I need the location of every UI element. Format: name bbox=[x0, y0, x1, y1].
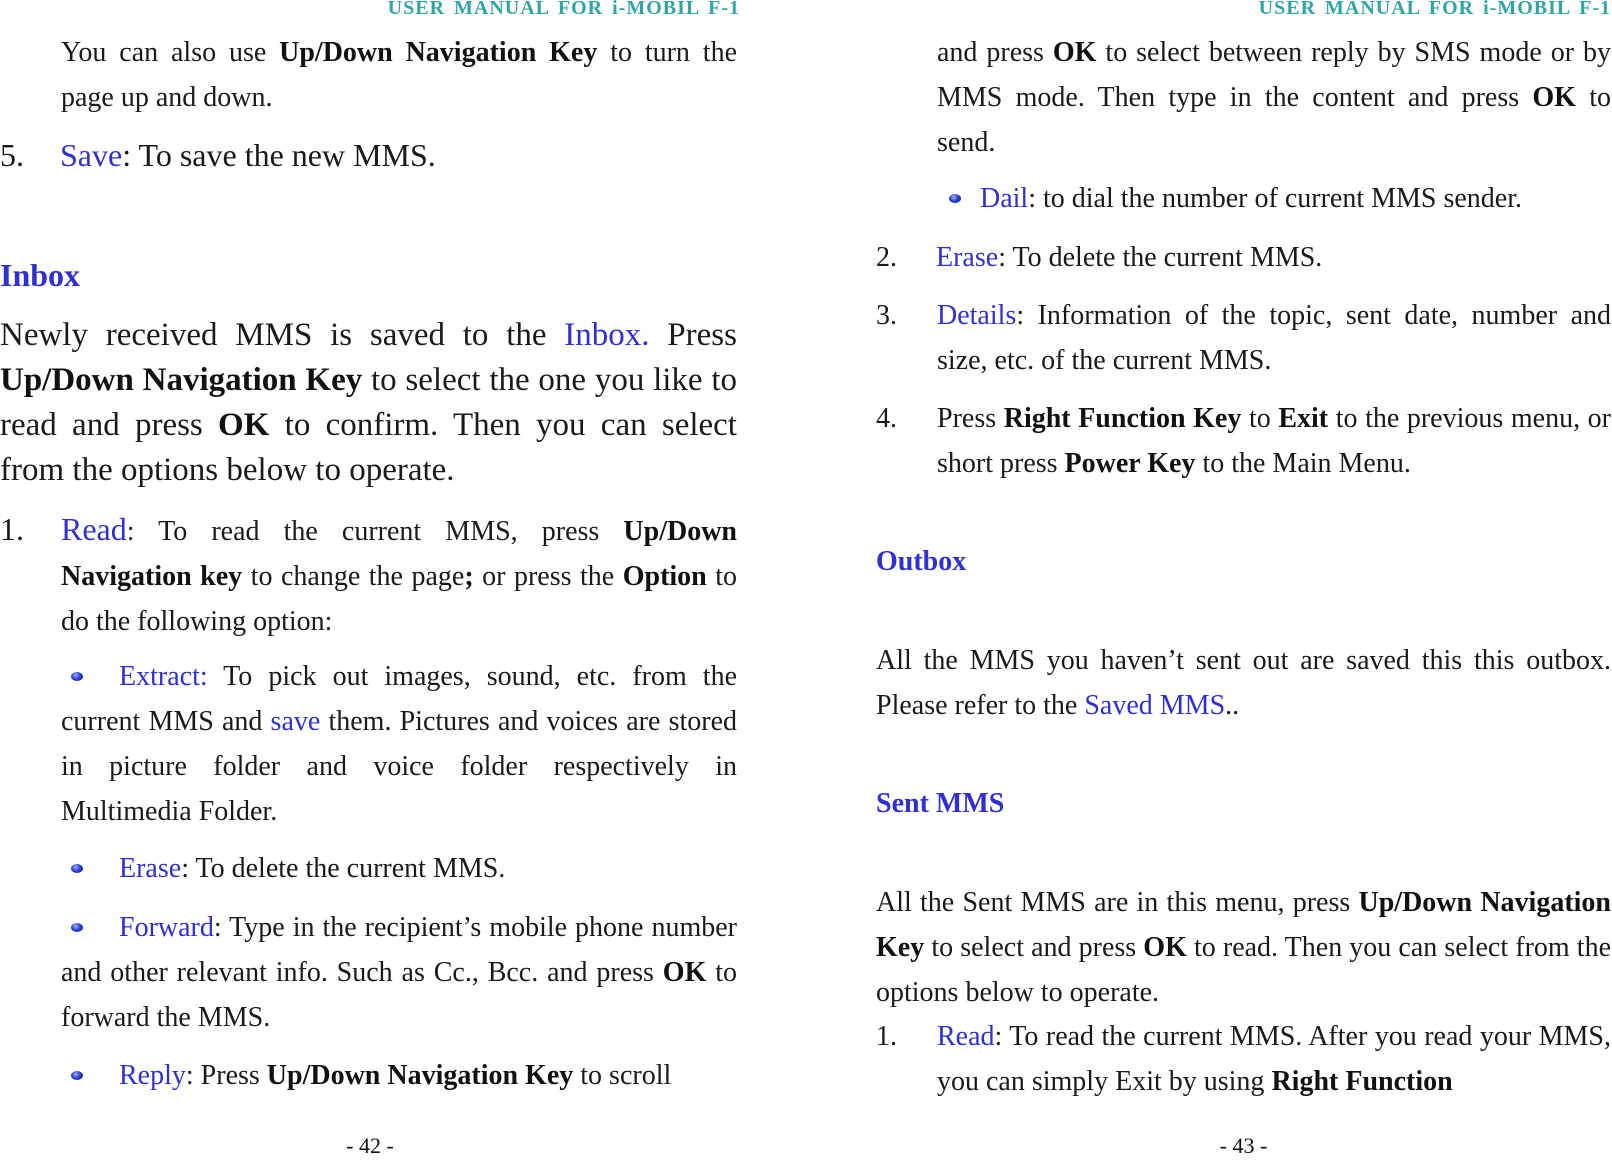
outbox-paragraph: All the MMS you haven’t sent out are saved this this outbox. Please refer to the Saved MMS.. bbox=[876, 645, 1611, 721]
bullet-extract: Extract: To pick out images, sound, etc. from the current MMS and save them. Pictures and voices are stored in picture folder and voice folder respectively in Multimedia Folder. bbox=[61, 661, 737, 827]
save-term: Save bbox=[60, 137, 123, 173]
reply-term: Reply bbox=[119, 1060, 186, 1091]
outbox-heading: Outbox bbox=[876, 546, 967, 577]
read-item: Read: To read the current MMS. After you read your MMS, you can simply Exit by using Right Function bbox=[937, 1021, 1611, 1097]
intro-paragraph: You can also use Up/Down Navigation Key to turn the page up and down. bbox=[61, 37, 737, 113]
read-item: Read: To read the current MMS, press Up/Down Navigation key to change the page; or press the Option to do the following option: bbox=[61, 511, 738, 637]
inbox-heading: Inbox bbox=[0, 257, 81, 293]
inbox-link: Inbox. bbox=[564, 317, 650, 353]
extract-term: Extract: bbox=[119, 661, 208, 692]
right-page bbox=[876, 0, 1611, 1168]
page-header: USER MANUAL FOR i-MOBIL F-1 bbox=[387, 0, 740, 19]
erase-item: 2. Erase: To delete the current MMS. bbox=[876, 242, 1323, 273]
page-number: - 42 - bbox=[346, 1133, 394, 1158]
inbox-paragraph: Newly received MMS is saved to the Inbox. Press Up/Down Navigation Key to select the one you like to read and press OK to confirm. Then you can select from the options below to operate. bbox=[0, 317, 737, 488]
read-term: Read bbox=[61, 511, 127, 547]
reply-continuation: and press OK to select between reply by SMS mode or by MMS mode. Then type in the content and press OK to send. bbox=[937, 37, 1611, 158]
bullet-icon bbox=[71, 672, 83, 681]
sent-mms-heading: Sent MMS bbox=[876, 788, 1005, 819]
bullet-erase: Erase: To delete the current MMS. bbox=[61, 846, 737, 891]
erase-term: Erase bbox=[119, 853, 182, 884]
saved-mms-link: Saved MMS bbox=[1084, 690, 1226, 721]
exit-item: Press Right Function Key to Exit to the previous menu, or short press Power Key to the Main Menu. bbox=[937, 403, 1612, 479]
left-page bbox=[0, 0, 740, 1168]
bullet-forward: Forward: Type in the recipient’s mobile phone number and other relevant info. Such as Cc., Bcc. and press OK to forward the MMS. bbox=[61, 912, 738, 1033]
page-number: - 43 - bbox=[1219, 1133, 1268, 1158]
read-num: 1. bbox=[0, 511, 24, 547]
read-term: Read bbox=[937, 1021, 995, 1052]
erase-term: Erase bbox=[936, 242, 999, 273]
exit-num: 4. bbox=[876, 403, 897, 434]
bullet-icon bbox=[949, 194, 961, 203]
read-num: 1. bbox=[876, 1021, 897, 1052]
details-num: 3. bbox=[876, 300, 897, 331]
dail-term: Dail bbox=[980, 183, 1029, 214]
page-header: USER MANUAL FOR i-MOBIL F-1 bbox=[1258, 0, 1611, 19]
bullet-dail: Dail: to dial the number of current MMS sender. bbox=[937, 176, 1611, 221]
forward-term: Forward bbox=[119, 912, 214, 943]
details-item: Details: Information of the topic, sent date, number and size, etc. of the current MMS. bbox=[937, 300, 1611, 376]
save-item: 5. Save: To save the new MMS. bbox=[0, 137, 436, 173]
bullet-reply: Reply: Press Up/Down Navigation Key to scroll bbox=[61, 1053, 737, 1098]
details-term: Details bbox=[937, 300, 1017, 331]
bullet-icon bbox=[71, 1071, 83, 1080]
bullet-icon bbox=[71, 923, 83, 932]
save-link: save bbox=[270, 706, 321, 737]
bullet-icon bbox=[71, 864, 83, 873]
sent-paragraph: All the Sent MMS are in this menu, press Up/Down Navigation Key to select and press OK to read. Then you can select from the options below to operate. bbox=[876, 887, 1612, 1008]
